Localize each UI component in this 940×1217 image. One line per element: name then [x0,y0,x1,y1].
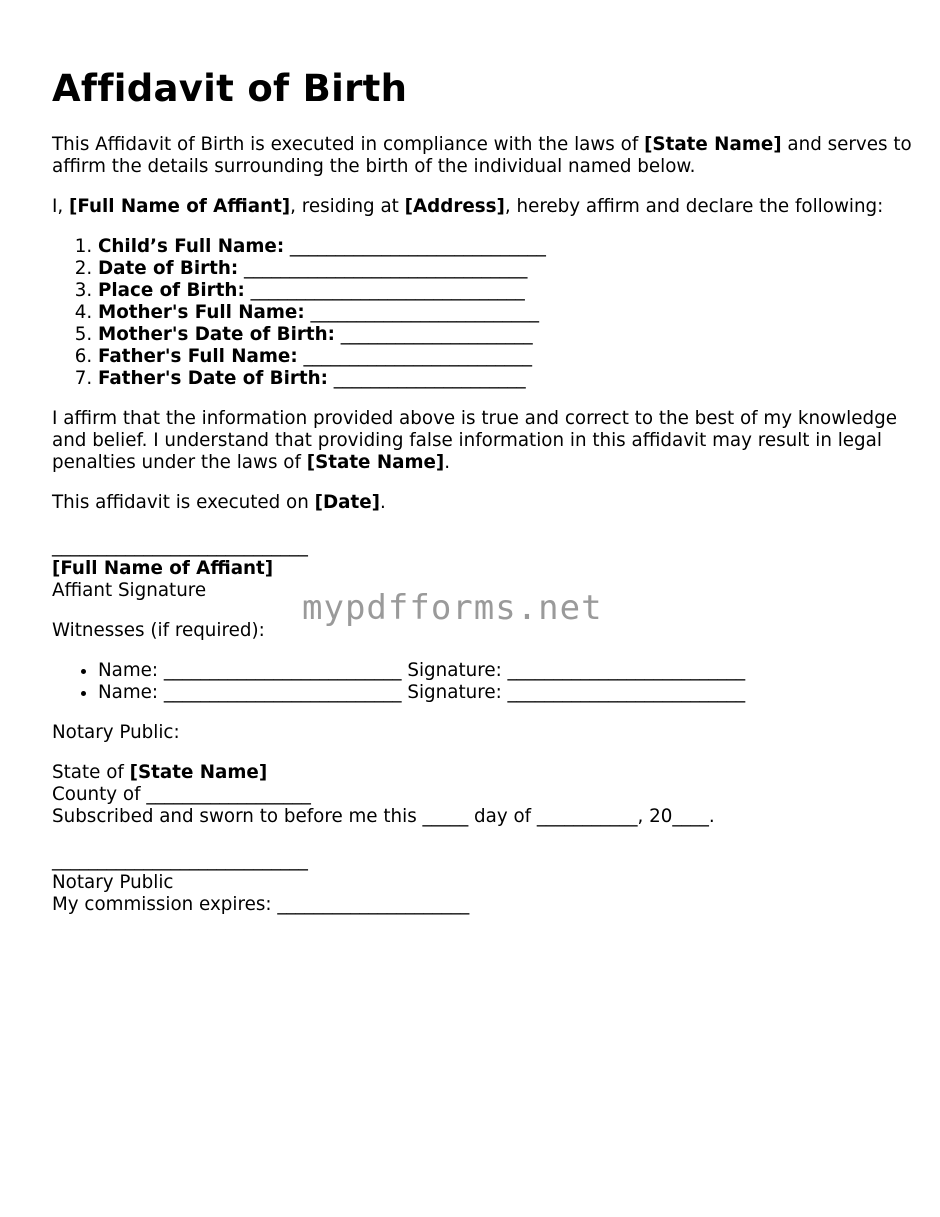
witness-row [98,682,912,704]
field-blank[interactable]: _______________________________ [238,258,528,279]
field-blank[interactable]: _________________________ [304,302,539,323]
statement-text: I affirm that the information provided above is true and correct to the best of my knowledge and belief. I understand that providing false information in this affidavit may result in legal penalties under the laws of [52,408,897,473]
field-label: Mother's Date of Birth: [98,324,335,345]
field-label: Place of Birth: [98,280,245,301]
truth-statement [52,408,912,474]
field-place-of-birth [98,280,912,302]
document-title: Affidavit of Birth [52,67,408,110]
witnesses-list [52,660,912,704]
affirmation-paragraph [52,196,912,218]
affiant-signature-line[interactable]: ____________________________ [52,536,308,557]
witness-signature-label: Signature: [407,682,502,703]
birth-details-list [52,236,912,390]
affirmation-middle: , residing at [290,196,405,217]
field-mothers-date-of-birth [98,324,912,346]
notary-signature-line[interactable]: ____________________________ [52,850,308,871]
state-placeholder: [State Name] [644,134,782,155]
field-blank[interactable]: ____________________________ [284,236,546,257]
address-placeholder: [Address] [404,196,505,217]
notary-sworn-line[interactable]: Subscribed and sworn to before me this _____ day of ___________, 20____. [52,806,715,827]
field-label: Date of Birth: [98,258,239,279]
field-label: Mother's Full Name: [98,302,305,323]
field-label: Father's Full Name: [98,346,298,367]
watermark: mypdfforms.net [302,588,603,628]
statement-end: . [444,452,451,473]
intro-text: This Affidavit of Birth is executed in compliance with the laws of [52,134,645,155]
field-blank[interactable]: _____________________ [327,368,526,389]
field-label: Child’s Full Name: [98,236,285,257]
affirmation-suffix: , hereby affirm and declare the following: [504,196,884,217]
field-blank[interactable]: _____________________ [334,324,533,345]
witness-name-blank[interactable]: __________________________ [158,682,408,703]
notary-public-label: Notary Public: [52,722,180,743]
execution-end: . [379,492,386,513]
intro-text-end: and serves to affirm the details surrounding the birth of the individual named below. [52,134,912,177]
field-fathers-full-name [98,346,912,368]
witness-signature-blank[interactable]: __________________________ [501,660,746,681]
field-blank[interactable]: ______________________________ [244,280,525,301]
field-date-of-birth [98,258,912,280]
field-label: Father's Date of Birth: [98,368,328,389]
state-placeholder: [State Name] [306,452,445,473]
affidavit-document [52,66,912,916]
date-placeholder: [Date] [314,492,380,513]
affirmation-prefix: I, [52,196,70,217]
field-blank[interactable]: _________________________ [297,346,532,367]
notary-commission-line[interactable]: My commission expires: _____________________ [52,894,470,915]
state-placeholder: [State Name] [129,762,268,783]
witness-name-blank[interactable]: __________________________ [158,660,408,681]
field-fathers-date-of-birth [98,368,912,390]
witness-signature-blank[interactable]: __________________________ [501,682,746,703]
witness-name-label: Name: [98,660,159,681]
notary-county-line[interactable]: County of __________________ [52,784,311,805]
notary-state-line [52,762,912,784]
affiant-name-placeholder [52,558,912,580]
witnesses-label: Witnesses (if required): [52,620,265,641]
affiant-name-text: [Full Name of Affiant] [52,558,274,579]
field-mothers-full-name [98,302,912,324]
field-childs-full-name [98,236,912,258]
state-prefix: State of [52,762,130,783]
witness-name-label: Name: [98,682,159,703]
witness-signature-label: Signature: [407,660,502,681]
witness-row [98,660,912,682]
affiant-signature-caption: Affiant Signature [52,580,207,601]
notary-signature-caption: Notary Public [52,872,174,893]
execution-text: This affidavit is executed on [52,492,315,513]
execution-date-line [52,492,912,514]
intro-paragraph [52,134,912,178]
affiant-name-placeholder: [Full Name of Affiant] [69,196,291,217]
